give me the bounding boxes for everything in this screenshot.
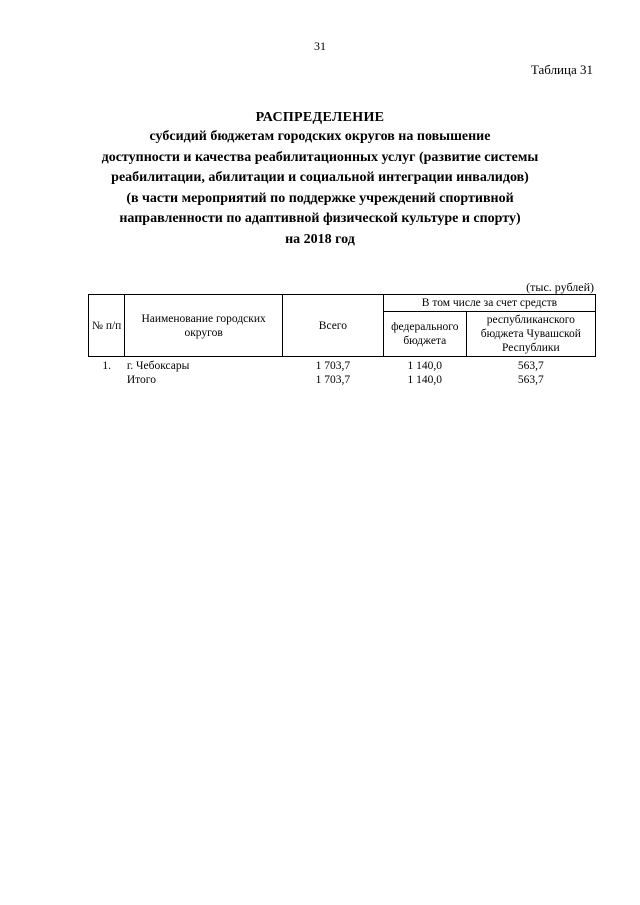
row-federal: 1 140,0 bbox=[407, 360, 443, 372]
header-total: Всего bbox=[282, 295, 383, 357]
title-line: реабилитации, абилитации и социальной интеграции инвалидов) bbox=[111, 170, 529, 185]
table-row bbox=[89, 373, 596, 387]
title-line: на 2018 год bbox=[285, 231, 355, 247]
title-line: (в части мероприятий по поддержке учреждений спортивной bbox=[126, 190, 514, 206]
row-total: 1 703,7 bbox=[315, 360, 351, 372]
header-number: № п/п bbox=[89, 295, 125, 357]
document-title bbox=[60, 108, 580, 250]
header-name: Наименование городских округов bbox=[125, 295, 283, 357]
row-number: 1. bbox=[102, 360, 111, 372]
row-name: Итого bbox=[126, 374, 156, 386]
distribution-table bbox=[88, 294, 596, 387]
page-number: 31 bbox=[314, 39, 326, 53]
title-heading: РАСПРЕДЕЛЕНИЕ bbox=[255, 110, 385, 125]
row-number bbox=[89, 373, 125, 387]
title-line: направленности по адаптивной физической культуре и спорту) bbox=[119, 211, 521, 226]
title-line: доступности и качества реабилитационных услуг (развитие системы bbox=[101, 149, 539, 165]
header-group: В том числе за счет средств bbox=[383, 295, 595, 312]
table-label: Таблица 31 bbox=[530, 62, 593, 77]
row-federal: 1 140,0 bbox=[407, 374, 443, 386]
units-label: (тыс. рублей) bbox=[526, 280, 594, 294]
row-republic: 563,7 bbox=[517, 360, 544, 372]
title-line: субсидий бюджетам городских округов на повышение bbox=[149, 129, 491, 144]
table-row bbox=[89, 357, 596, 374]
header-federal: федерального бюджета bbox=[383, 312, 466, 357]
row-republic: 563,7 bbox=[517, 374, 544, 386]
row-total: 1 703,7 bbox=[315, 374, 351, 386]
row-name: г. Чебоксары bbox=[126, 360, 190, 372]
header-republic: республиканского бюджета Чувашской Республики bbox=[466, 312, 595, 357]
